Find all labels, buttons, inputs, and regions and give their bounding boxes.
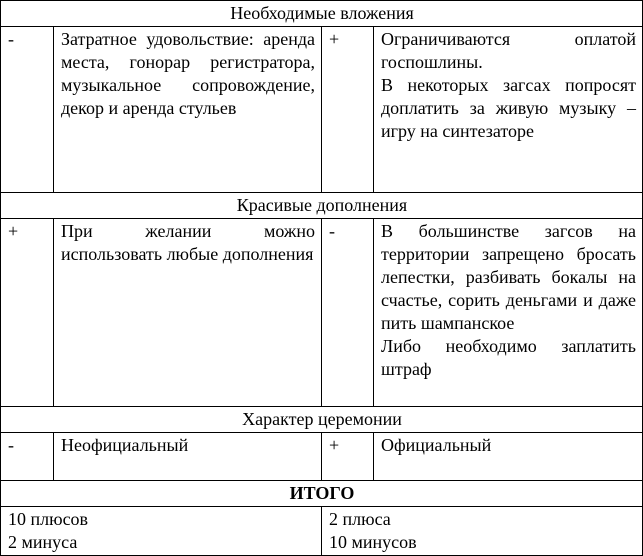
left-sign: -: [1, 27, 54, 193]
section-content-row: [1, 219, 643, 407]
right-description: [374, 27, 643, 193]
right-sign: +: [322, 433, 374, 481]
section-title: Красивые дополнения: [1, 193, 643, 219]
section-title: Характер церемонии: [1, 407, 643, 433]
right-sign: -: [322, 219, 374, 407]
right-paragraph: Либо необходимо заплатить штраф: [381, 336, 636, 379]
left-sign: -: [1, 433, 54, 481]
left-sign: +: [1, 219, 54, 407]
section-title: Необходимые вложения: [1, 1, 643, 27]
left-description: [54, 219, 322, 407]
section-content-row: [1, 433, 643, 481]
section-content-row: [1, 27, 643, 193]
section-header-row: [1, 407, 643, 433]
total-right: [322, 507, 643, 556]
right-description: [374, 219, 643, 407]
total-row: [1, 507, 643, 556]
total-header-row: [1, 481, 643, 507]
right-paragraph: В большинстве загсов на территории запрещено бросать лепестки, разбивать бокалы на счастье, сорить деньгами и даже пить шампанское: [381, 221, 636, 333]
right-paragraph: Ограничиваются оплатой госпошлины.: [381, 29, 636, 72]
right-description: Официальный: [374, 433, 643, 481]
section-header-row: [1, 193, 643, 219]
left-text: При желании можно использовать любые дополнения: [61, 221, 315, 264]
right-paragraph: В некоторых загсах попросят доплатить за живую музыку – игру на синтезаторе: [381, 75, 636, 141]
total-right-line: 10 минусов: [329, 532, 417, 552]
left-text: Затратное удовольствие: аренда места, гонорар регистратора, музыкальное сопровождение, декор и аренда стульев: [61, 29, 315, 118]
total-right-line: 2 плюса: [329, 509, 391, 529]
total-left: [1, 507, 322, 556]
total-left-line: 2 минуса: [8, 532, 78, 552]
total-title: ИТОГО: [1, 481, 643, 507]
left-description: [54, 27, 322, 193]
section-header-row: [1, 1, 643, 27]
total-left-line: 10 плюсов: [8, 509, 89, 529]
left-description: Неофициальный: [54, 433, 322, 481]
right-sign: +: [322, 27, 374, 193]
